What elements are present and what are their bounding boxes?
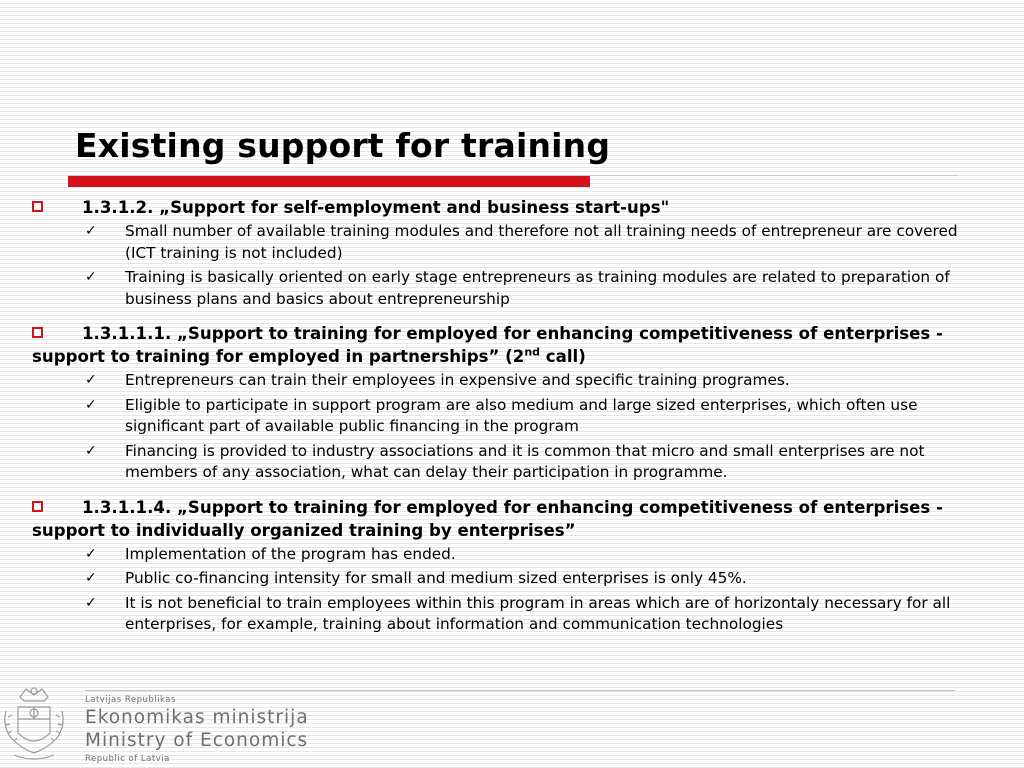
square-bullet-icon	[32, 501, 43, 512]
square-bullet-icon	[32, 201, 43, 212]
title-divider	[68, 175, 958, 176]
section-heading: 1.3.1.1.4. „Support to training for employed for enhancing competitiveness of enterprises - support to individually organized training by enterprises”	[32, 497, 943, 540]
section-heading: 1.3.1.2. „Support for self-employment and business start-ups"	[32, 196, 992, 219]
check-icon: ✓	[85, 570, 97, 586]
list-item: ✓ Entrepreneurs can train their employees in expensive and specific training programes.	[125, 370, 992, 392]
check-icon: ✓	[85, 594, 97, 611]
check-icon: ✓	[85, 442, 97, 459]
check-icon: ✓	[85, 372, 97, 388]
list-item: ✓ Eligible to participate in support program are also medium and large sized enterprises, which often use significant part of available public financing in the program	[85, 395, 918, 435]
list-item: ✓ Public co-financing intensity for small and medium sized enterprises is only 45%.	[125, 568, 992, 590]
logo-name-en: Ministry of Economics	[85, 730, 309, 751]
list-item: ✓ It is not beneficial to train employees within this program in areas which are of horizontaly necessary for all enterprises, for example, training about information and communication technologies	[85, 593, 951, 633]
check-icon: ✓	[85, 545, 97, 562]
logo-subtitle-lv: Latvijas Republikas	[85, 695, 176, 705]
logo-name-lv: Ekonomikas ministrija	[85, 707, 309, 728]
slide-content	[32, 196, 992, 648]
list-item: ✓ Financing is provided to industry associations and it is common that micro and small enterprises are not members of any association, what can delay their participation in programme.	[85, 441, 925, 481]
check-list	[32, 221, 992, 310]
check-list	[32, 370, 992, 484]
list-item: ✓ Training is basically oriented on early stage entrepreneurs as training modules are related to preparation of business plans and basics about entrepreneurship	[85, 268, 950, 308]
section-heading: 1.3.1.1.1. „Support to training for employed for enhancing competitiveness of enterprises - support to training for employed in partnerships” (2nd call)	[32, 324, 943, 366]
check-list	[32, 544, 992, 636]
title-accent-bar	[68, 175, 590, 187]
slide-title: Existing support for training	[75, 126, 611, 165]
check-icon: ✓	[85, 396, 97, 413]
section-individual-training	[32, 496, 992, 636]
list-item: ✓ Small number of available training modules and therefore not all training needs of entrepreneur are covered (ICT training is not included)	[85, 222, 958, 262]
square-bullet-icon	[32, 327, 43, 338]
coat-of-arms-icon	[0, 683, 68, 768]
check-icon: ✓	[85, 223, 97, 239]
list-item: ✓ Implementation of the program has ended.	[125, 544, 992, 566]
section-self-employment	[32, 196, 992, 310]
footer-divider	[85, 690, 955, 691]
logo-subtitle-en: Republic of Latvia	[85, 754, 170, 764]
check-icon: ✓	[85, 269, 97, 285]
section-partnerships	[32, 322, 992, 484]
